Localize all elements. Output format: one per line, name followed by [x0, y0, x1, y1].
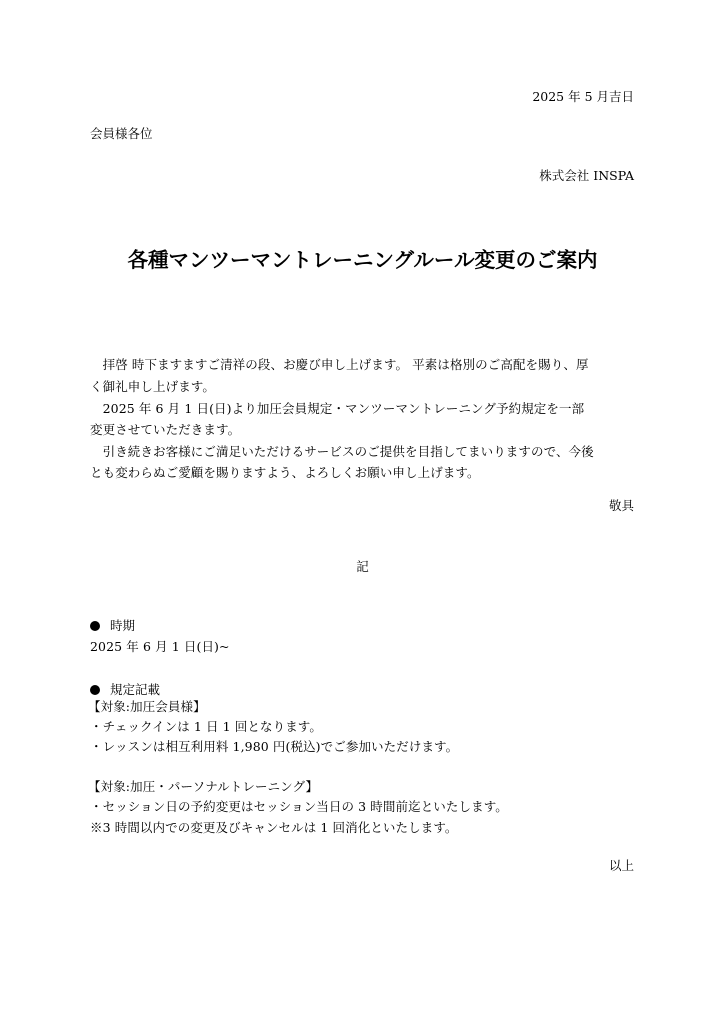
body-line-1: 拝啓 時下ますますご清祥の段、お慶び申し上げます。 平素は格別のご高配を賜り、厚	[90, 357, 589, 372]
letter-date: 2025 年 5 月吉日	[532, 89, 634, 104]
body-line-5: 引き続きお客様にご満足いただけるサービスのご提供を目指してまいりますので、今後	[90, 444, 594, 459]
group2-title: 【対象:加圧・パーソナルトレーニング】	[88, 779, 319, 794]
rules-heading-label: 規定記載	[110, 682, 161, 697]
period-value: 2025 年 6 月 1 日(日)~	[90, 639, 230, 654]
period-heading	[90, 620, 135, 633]
period-heading-label: 時期	[110, 618, 136, 633]
addressee: 会員様各位	[90, 126, 153, 141]
rules-heading	[90, 684, 160, 697]
bullet-dot-icon	[90, 621, 100, 631]
closing-keigu: 敬具	[608, 498, 634, 513]
body-line-4: 変更させていただきます。	[90, 422, 241, 437]
group1-item-2: ・レッスンは相互利用料 1,980 円(税込)でご参加いただけます。	[90, 739, 459, 754]
ki-heading: 記	[356, 559, 369, 574]
page-title: 各種マンツーマントレーニングルール変更のご案内	[127, 248, 598, 272]
body-line-2: く御礼申し上げます。	[90, 379, 216, 394]
group1-title: 【対象:加圧会員様】	[88, 699, 206, 714]
group2-item-1: ・セッション日の予約変更はセッション当日の 3 時間前迄といたします。	[90, 799, 508, 814]
sender-company: 株式会社 INSPA	[539, 168, 634, 183]
closing-ijou: 以上	[608, 858, 634, 873]
body-line-3: 2025 年 6 月 1 日(日)より加圧会員規定・マンツーマントレーニング予約規定を一部	[90, 401, 585, 416]
bullet-dot-icon	[90, 685, 100, 695]
body-line-6: とも変わらぬご愛顧を賜りますよう、よろしくお願い申し上げます。	[90, 465, 480, 480]
group1-item-1: ・チェックインは 1 日 1 回となります。	[90, 719, 322, 734]
group2-item-2: ※3 時間以内での変更及びキャンセルは 1 回消化といたします。	[90, 820, 458, 835]
